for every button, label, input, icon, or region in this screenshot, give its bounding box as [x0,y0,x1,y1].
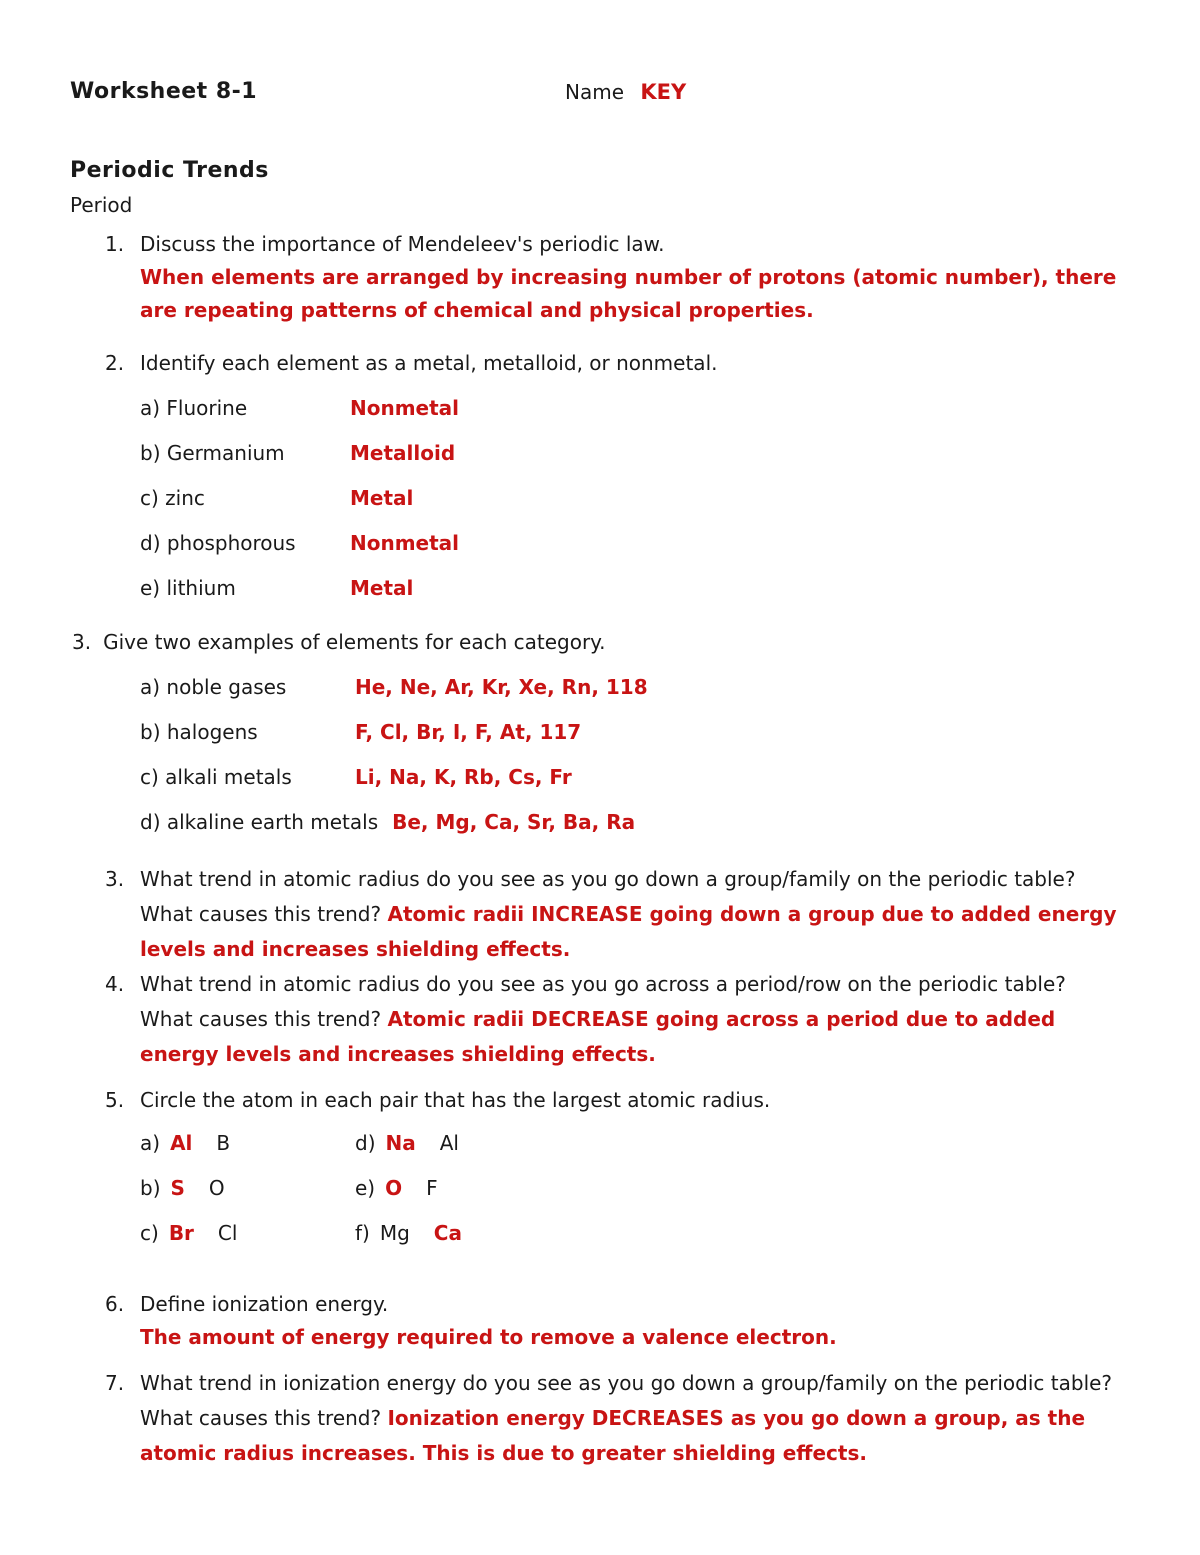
atom-pair [140,1219,355,1247]
item-label: e) lithium [140,576,236,600]
atom-pair [355,1129,1122,1157]
question-6-text: Define ionization energy. [140,1292,389,1316]
list-item [140,673,1122,701]
atom-pair [355,1174,1122,1202]
item-label: c) alkali metals [140,765,292,789]
atom-circled: Al [170,1131,193,1155]
question-6 [105,1288,1122,1354]
atom: F [426,1176,438,1200]
atom: O [208,1176,225,1200]
atom: Al [439,1131,459,1155]
question-5-text: Circle the atom in each pair that has the largest atomic radius. [140,1088,771,1112]
item-answer: Li, Na, K, Rb, Cs, Fr [355,765,572,789]
pair-label: f) [355,1221,370,1245]
item-label: a) noble gases [140,675,287,699]
list-item [140,574,1122,602]
worksheet-title: Worksheet 8-1 [70,79,258,104]
pair-label: c) [140,1221,159,1245]
pair-label: d) [355,1131,376,1155]
item-label: b) halogens [140,720,258,744]
atom: B [216,1131,231,1155]
question-3-number: 3. [72,630,92,654]
question-7-text: What trend in ionization energy do you see as you go down a group/family on the periodic table? What causes this trend? [140,1371,1113,1430]
item-label: b) Germanium [140,441,285,465]
question-1 [105,228,1122,327]
question-7-answer: Ionization energy DECREASES as you go down a group, as the atomic radius increases. This is due to greater shielding effects. [140,1406,1086,1465]
item-answer: Nonmetal [350,396,460,420]
list-item [140,394,1122,422]
pair-label: a) [140,1131,161,1155]
list-item [140,808,1122,836]
list-item [140,718,1122,746]
question-5-pairs [140,1129,1122,1264]
header-row [70,78,1122,106]
pair-label: b) [140,1176,161,1200]
period-label: Period [70,193,133,217]
atom: Mg [379,1221,410,1245]
item-label: c) zinc [140,486,205,510]
question-7 [105,1366,1122,1471]
question-1-answer: When elements are arranged by increasing number of protons (atomic number), there are repeating patterns of chemical and physical properties. [140,265,1117,322]
atom-pair [140,1174,355,1202]
list-item [140,763,1122,791]
list-item [140,484,1122,512]
question-5 [105,1084,1122,1117]
item-answer: F, Cl, Br, I, F, At, 117 [355,720,582,744]
question-4-text: What trend in atomic radius do you see as you go across a period/row on the periodic table? What causes this trend? [140,972,1066,1031]
question-2-text: Identify each element as a metal, metalloid, or nonmetal. [140,351,718,375]
question-3b-text: What trend in atomic radius do you see as you go down a group/family on the periodic table? What causes this trend? [140,867,1076,926]
name-key-answer: KEY [640,80,687,104]
question-1-text: Discuss the importance of Mendeleev's periodic law. [140,232,665,256]
atom-circled: O [385,1176,403,1200]
page-title: Periodic Trends [70,158,269,183]
atom: Cl [217,1221,238,1245]
item-answer: Metal [350,486,414,510]
item-answer: Be, Mg, Ca, Sr, Ba, Ra [392,810,636,834]
atom-pair [355,1219,1122,1247]
item-label: a) Fluorine [140,396,248,420]
atom-circled: S [170,1176,185,1200]
item-answer: Metal [350,576,414,600]
atom-pair [140,1129,355,1157]
question-7-number: 7. [105,1371,125,1395]
question-6-number: 6. [105,1292,125,1316]
question-2 [105,347,1122,380]
atom-circled: Ca [433,1221,462,1245]
item-answer: Nonmetal [350,531,460,555]
name-field [565,78,686,106]
question-4-answer: Atomic radii DECREASE going across a period due to added energy levels and increases shielding effects. [140,1007,1056,1066]
question-5-number: 5. [105,1088,125,1112]
question-3-items [140,673,1122,836]
question-6-answer: The amount of energy required to remove a valence electron. [140,1325,837,1349]
question-3b-number: 3. [105,867,125,891]
question-2-number: 2. [105,351,125,375]
question-2-items [140,394,1122,602]
question-3-text: Give two examples of elements for each category. [103,630,606,654]
list-item [140,529,1122,557]
question-1-number: 1. [105,232,125,256]
question-3-examples [72,626,1122,659]
question-3b [105,862,1122,967]
question-3b-answer: Atomic radii INCREASE going down a group due to added energy levels and increases shielding effects. [140,902,1117,961]
atom-circled: Na [385,1131,416,1155]
item-label: d) alkaline earth metals [140,810,379,834]
question-4 [105,967,1122,1072]
name-label: Name [565,80,625,104]
item-answer: Metalloid [350,441,456,465]
list-item [140,439,1122,467]
atom-circled: Br [168,1221,194,1245]
item-answer: He, Ne, Ar, Kr, Xe, Rn, 118 [355,675,648,699]
item-label: d) phosphorous [140,531,296,555]
question-4-number: 4. [105,972,125,996]
pair-label: e) [355,1176,376,1200]
